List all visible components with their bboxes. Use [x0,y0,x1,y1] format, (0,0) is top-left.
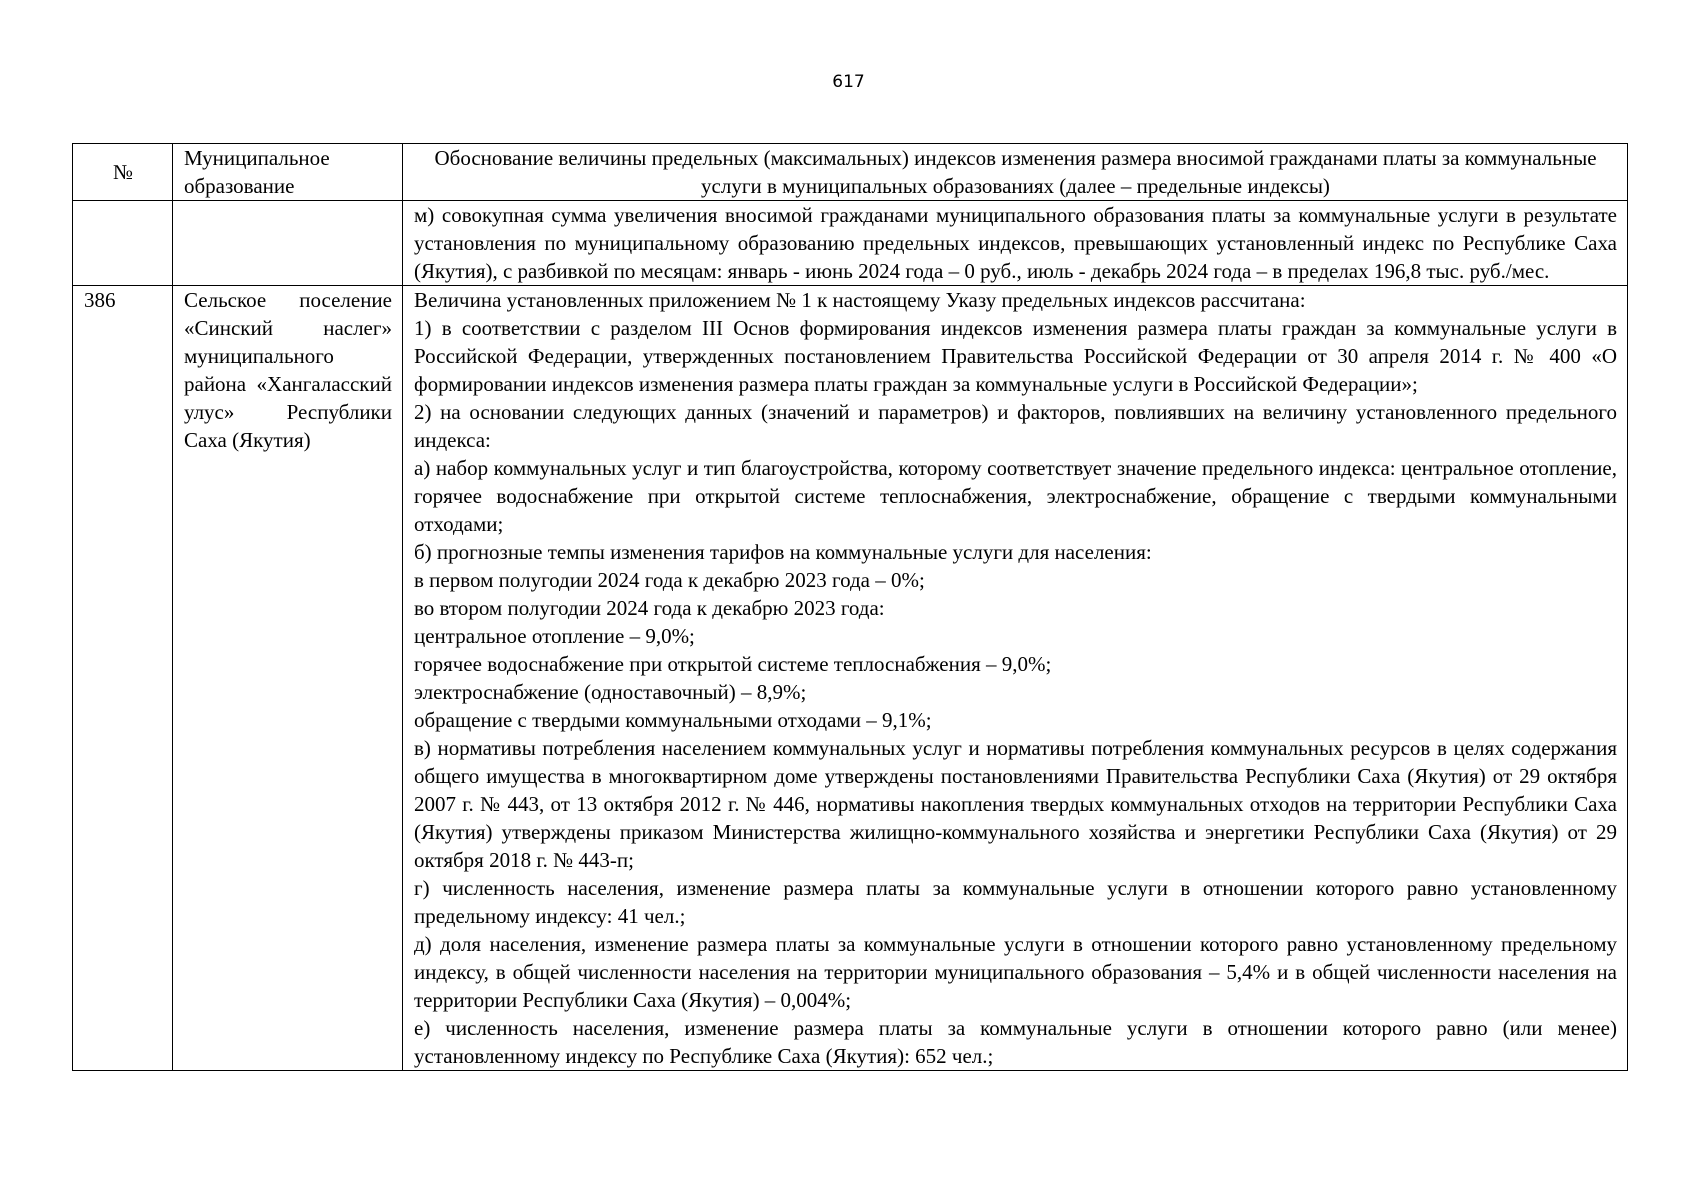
paragraph-13: д) доля населения, изменение размера платы за коммунальные услуги в отношении которого равно установленному предельному индексу, в общей численности населения на территории муниципального образования – 5,4% и в общей численности населения на территории Республики Саха (Якутия) – 0,004%; [414,932,1617,1012]
continued-justification-cell [403,201,1628,286]
row-number-cell: 386 [73,286,173,1071]
page-number: 617 [832,72,865,92]
header-municipality: Муниципальное образование [173,144,403,201]
header-number: № [73,144,173,201]
header-justification: Обоснование величины предельных (максимальных) индексов изменения размера вносимой гражданами платы за коммунальные услуги в муниципальных образованиях (далее – предельные индексы) [403,144,1628,201]
paragraph-0: Величина установленных приложением № 1 к настоящему Указу предельных индексов рассчитана: [414,288,1306,312]
paragraph-1: 1) в соответствии с разделом III Основ формирования индексов изменения размера платы граждан за коммунальные услуги в Российской Федерации, утвержденных постановлением Правительства Российской Федерации от 30 апреля 2014 г. № 400 «О формировании индексов изменения размера платы граждан за коммунальные услуги в Российской Федерации»; [414,316,1617,396]
paragraph-2: 2) на основании следующих данных (значений и параметров) и факторов, повлиявших на величину установленного предельного индекса: [414,400,1617,452]
row-municipality-cell: Сельское поселение «Синский наслег» муниципального района «Хангаласский улус» Республики Саха (Якутия) [173,286,403,1071]
paragraph-3: а) набор коммунальных услуг и тип благоустройства, которому соответствует значение предельного индекса: центральное отопление, горячее водоснабжение при открытой системе теплоснабжения, электроснабжение, обращение с твердыми коммунальными отходами; [414,456,1617,536]
paragraph-8: горячее водоснабжение при открытой системе теплоснабжения – 9,0%; [414,652,1052,676]
paragraph-10: обращение с твердыми коммунальными отходами – 9,1%; [414,708,932,732]
paragraph-4: б) прогнозные темпы изменения тарифов на коммунальные услуги для населения: [414,540,1152,564]
continued-municipality-cell [173,201,403,286]
paragraph-7: центральное отопление – 9,0%; [414,624,695,648]
table-row-386 [73,286,1628,1071]
table-header-row [73,144,1628,201]
paragraph-14: е) численность населения, изменение размера платы за коммунальные услуги в отношении которого равно (или менее) установленному индексу по Республике Саха (Якутия): 652 чел.; [414,1016,1617,1068]
row-justification-cell [403,286,1628,1071]
paragraph-5: в первом полугодии 2024 года к декабрю 2023 года – 0%; [414,568,925,592]
paragraph-6: во втором полугодии 2024 года к декабрю 2023 года: [414,596,885,620]
paragraph-11: в) нормативы потребления населением коммунальных услуг и нормативы потребления коммунальных ресурсов в целях содержания общего имущества в многоквартирном доме утверждены постановлениями Правительства Республики Саха (Якутия) от 29 октября 2007 г. № 443, от 13 октября 2012 г. № 446, нормативы накопления твердых коммунальных отходов на территории Республики Саха (Якутия) утверждены приказом Министерства жилищно-коммунального хозяйства и энергетики Республики Саха (Якутия) от 29 октября 2018 г. № 443-п; [414,736,1617,872]
continued-paragraph: м) совокупная сумма увеличения вносимой гражданами муниципального образования платы за коммунальные услуги в результате установления по муниципальному образованию предельных индексов, превышающих установленный индекс по Республике Саха (Якутия), с разбивкой по месяцам: январь - июнь 2024 года – 0 руб., июль - декабрь 2024 года – в пределах 196,8 тыс. руб./мес. [414,203,1617,283]
paragraph-9: электроснабжение (одноставочный) – 8,9%; [414,680,807,704]
continued-number-cell [73,201,173,286]
justification-table [72,143,1628,1071]
paragraph-12: г) численность населения, изменение размера платы за коммунальные услуги в отношении которого равно установленному предельному индексу: 41 чел.; [414,876,1617,928]
table-row-continued [73,201,1628,286]
